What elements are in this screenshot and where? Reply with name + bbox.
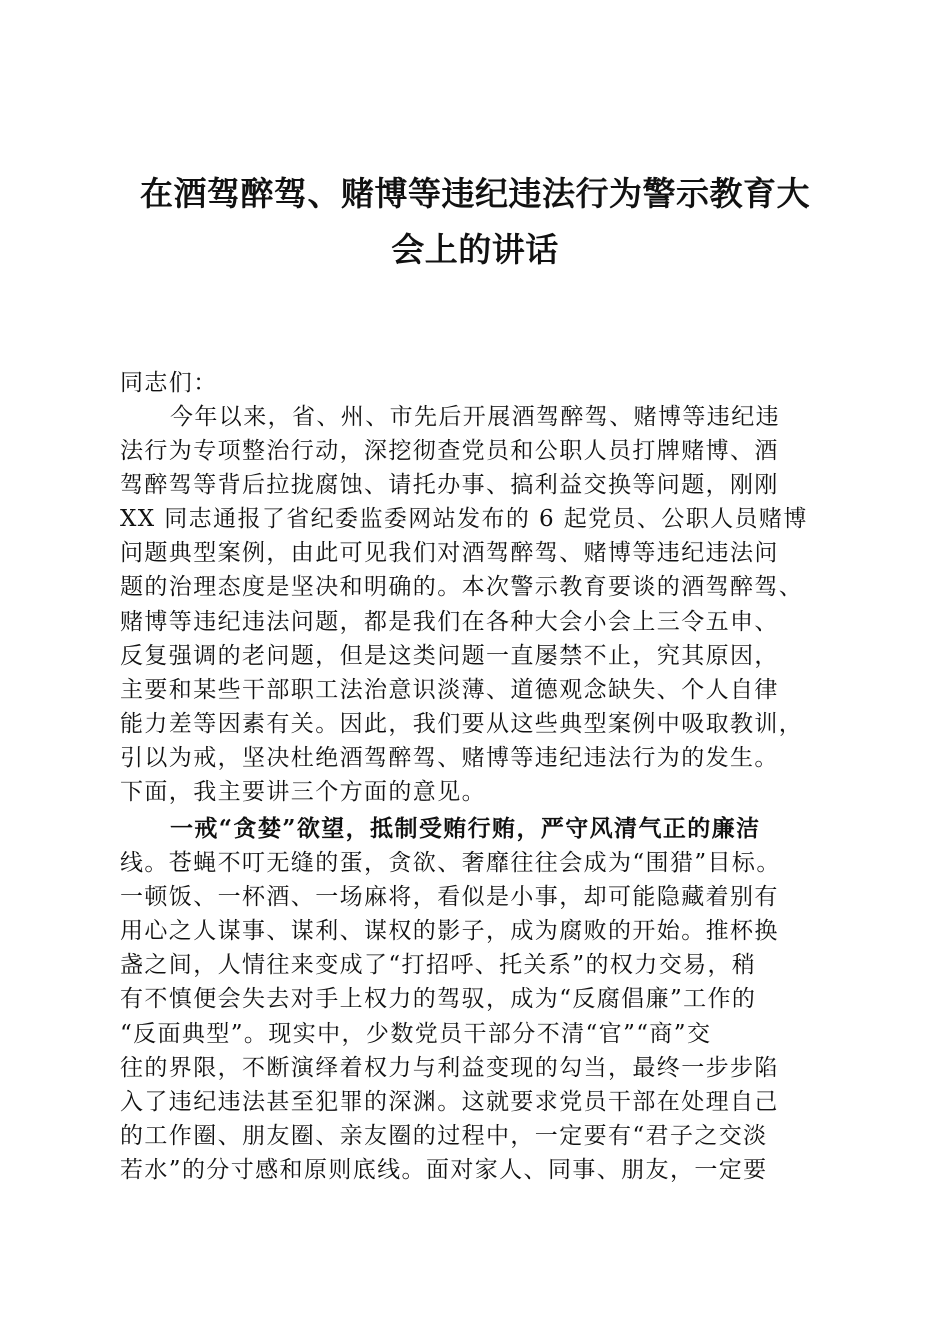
paragraph-line: 的工作圈、朋友圈、亲友圈的过程中，一定要有“君子之交淡 <box>120 1122 768 1149</box>
paragraph-line: 用心之人谋事、谋利、谋权的影子，成为腐败的开始。推杯换 <box>120 918 779 945</box>
section-heading: 一戒“贪婪”欲望，抵制受贿行贿，严守风清气正的廉洁 <box>170 815 761 842</box>
paragraph-line: 反复强调的老问题，但是这类问题一直屡禁不止，究其原因， <box>120 642 779 669</box>
paragraph-point-one <box>120 812 832 1187</box>
paragraph-line: 引以为戒，坚决杜绝酒驾醉驾、赌博等违纪违法行为的发生。 <box>120 744 779 771</box>
paragraph-line: 主要和某些干部职工法治意识淡薄、道德观念缺失、个人自律 <box>120 676 779 703</box>
paragraph-line: 入了违纪违法甚至犯罪的深渊。这就要求党员干部在处理自己 <box>120 1088 779 1115</box>
paragraph-line: 往的界限，不断演绎着权力与利益变现的勾当，最终一步步陷 <box>120 1054 779 1081</box>
paragraph-line: 今年以来，省、州、市先后开展酒驾醉驾、赌博等违纪违 <box>170 404 780 430</box>
paragraph-line: 驾醉驾等背后拉拢腐蚀、请托办事、搞利益交换等问题，刚刚 <box>120 472 779 499</box>
title-line: 在酒驾醉驾、赌博等违纪违法行为警示教育大 <box>140 174 810 213</box>
paragraph-line: 问题典型案例，由此可见我们对酒驾醉驾、赌博等违纪违法问 <box>120 540 779 567</box>
title-line: 会上的讲话 <box>391 230 559 269</box>
paragraph-line: 有不慎便会失去对手上权力的驾驭，成为“反腐倡廉”工作的 <box>120 986 757 1013</box>
paragraph-line: 盏之间，人情往来变成了“打招呼、托关系”的权力交易，稍 <box>120 952 757 979</box>
paragraph-line: 题的治理态度是坚决和明确的。本次警示教育要谈的酒驾醉驾、 <box>120 574 804 601</box>
paragraph-line: 能力差等因素有关。因此，我们要从这些典型案例中吸取教训， <box>120 710 804 737</box>
paragraph-line: 一顿饭、一杯酒、一场麻将，看似是小事，却可能隐藏着别有 <box>120 884 779 911</box>
salutation <box>120 366 832 400</box>
paragraph-line: 法行为专项整治行动，深挖彻查党员和公职人员打牌赌博、酒 <box>120 438 779 465</box>
document-title <box>110 166 840 278</box>
paragraph-line: “反面典型”。现实中，少数党员干部分不清“官”“商”交 <box>120 1020 712 1047</box>
paragraph-line: 赌博等违纪违法问题，都是我们在各种大会小会上三令五申、 <box>120 608 779 635</box>
salutation-text: 同志们： <box>120 370 218 396</box>
paragraph-intro <box>120 400 832 809</box>
paragraph-line: 下面，我主要讲三个方面的意见。 <box>120 779 486 806</box>
paragraph-line: XX 同志通报了省纪委监委网站发布的 6 起党员、公职人员赌博 <box>120 506 808 533</box>
paragraph-line: 若水”的分寸感和原则底线。面对家人、同事、朋友，一定要 <box>120 1156 768 1183</box>
paragraph-line: 线。苍蝇不叮无缝的蛋，贪欲、奢靡往往会成为“围猎”目标。 <box>120 850 781 877</box>
